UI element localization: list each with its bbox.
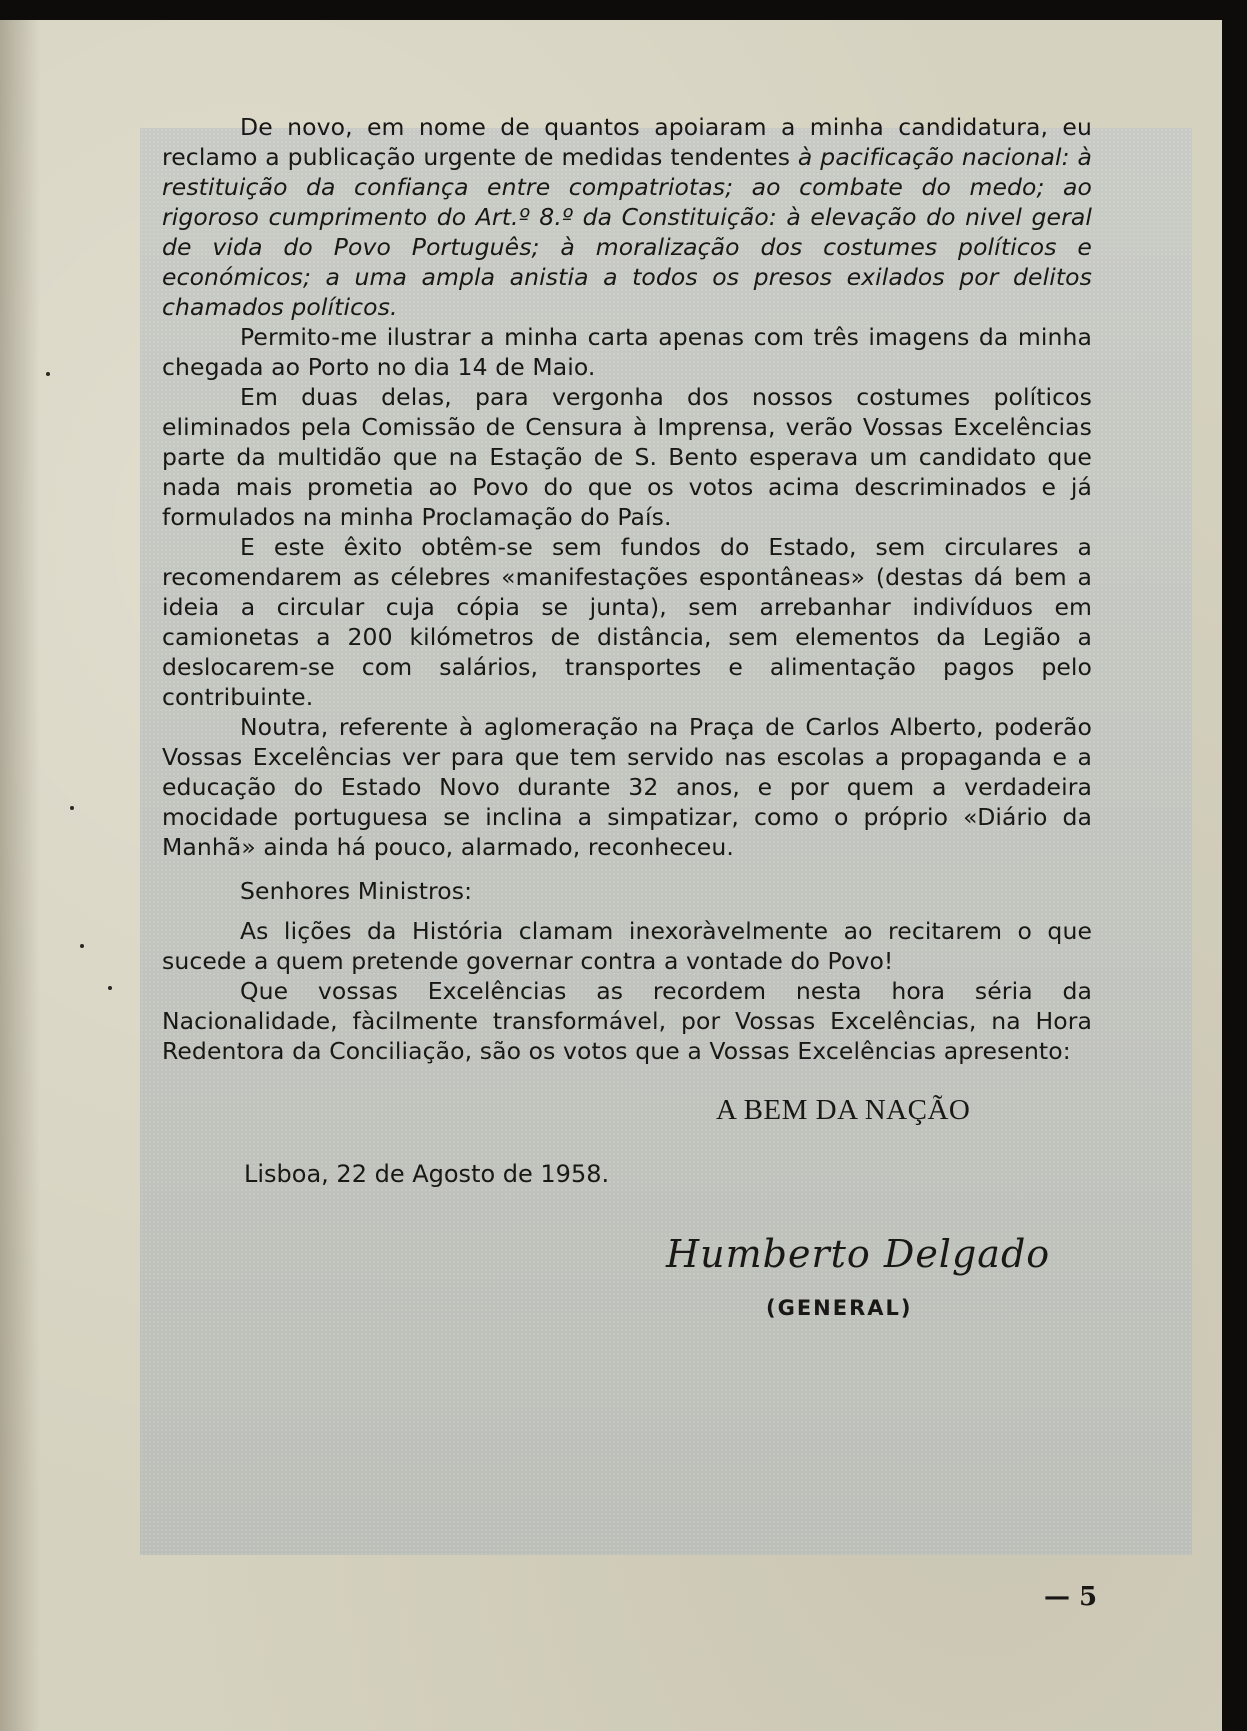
paragraph-history: As lições da História clamam inexoràvelmente ao recitarem o que sucede a quem pretende governar contra a vontade do Povo! xyxy=(162,917,1092,975)
paragraph-demands-italic: à pacificação nacional: à restituição da confiança entre compatriotas; ao combate do medo; ao rigoroso cumprimento do Art.º 8.º da Constituição: à elevação do nivel geral de vida do Povo Português; à moralização dos costumes políticos e económicos; a uma ampla anistia a todos os presos exilados por delitos chamados políticos. xyxy=(162,143,1092,321)
paragraph-carlos-alberto: Noutra, referente à aglomeração na Praça de Carlos Alberto, poderão Vossas Excelências ver para que tem servido nas escolas a propaganda e a educação do Estado Novo durante 32 anos, e por quem a verdadeira mocidade portuguesa se inclina a simpatizar, como o próprio «Diário da Manhã» ainda há pouco, alarmado, reconheceu. xyxy=(162,713,1092,861)
page-number: — 5 xyxy=(1044,1582,1098,1612)
closing-formula: A BEM DA NAÇÃO xyxy=(716,1094,971,1126)
paragraph-wishes: Que vossas Excelências as recordem nesta hora séria da Nacionalidade, fàcilmente transformável, por Vossas Excelências, na Hora Redentora da Conciliação, são os votos que a Vossas Excelências apresento: xyxy=(162,977,1092,1065)
paragraph-demands xyxy=(162,112,1092,322)
paper-speck xyxy=(108,986,112,990)
paragraph-images: Permito-me ilustrar a minha carta apenas com três imagens da minha chegada ao Porto no dia 14 de Maio. xyxy=(162,323,1092,381)
paragraph-demands-lead: De novo, em nome de quantos apoiaram a minha candidatura, eu reclamo a publicação urgente de medidas tendentes xyxy=(162,113,1092,171)
paragraph-sao-bento: Em duas delas, para vergonha dos nossos costumes políticos eliminados pela Comissão de Censura à Imprensa, verão Vossas Excelências parte da multidão que na Estação de S. Bento esperava um candidato que nada mais prometia ao Povo do que os votos acima descriminados e já formulados na minha Proclamação do País. xyxy=(162,383,1092,531)
page-fold-shadow xyxy=(0,20,40,1731)
place-date: Lisboa, 22 de Agosto de 1958. xyxy=(244,1160,610,1188)
paragraph-success: E este êxito obtêm-se sem fundos do Estado, sem circulares a recomendarem as célebres «manifestações espontâneas» (destas dá bem a ideia a circular cuja cópia se junta), sem arrebanhar indivíduos em camionetas a 200 kilómetros de distância, sem elementos da Legião a deslocarem-se com salários, transportes e alimentação pagos pelo contribuinte. xyxy=(162,533,1092,711)
paper-speck xyxy=(70,806,74,810)
letter-body xyxy=(162,112,1092,1066)
paper-speck xyxy=(80,944,84,948)
signature: Humberto Delgado xyxy=(666,1232,1051,1276)
salutation: Senhores Ministros: xyxy=(240,877,473,905)
signatory-rank: (GENERAL) xyxy=(766,1296,913,1320)
paper-speck xyxy=(46,372,50,376)
